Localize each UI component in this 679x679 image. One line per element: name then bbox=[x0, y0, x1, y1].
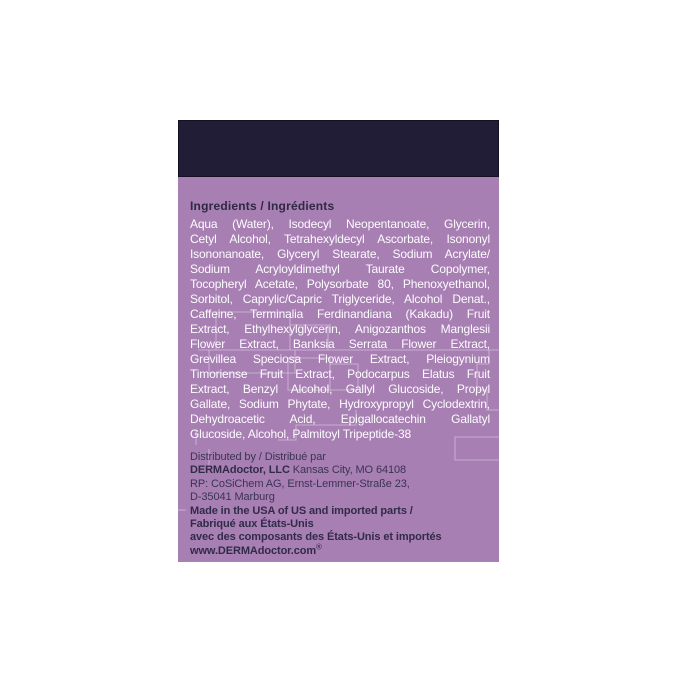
ingredients-line: Sorbitol, Caprylic/Capric Triglyceride, Alcohol Denat., bbox=[190, 292, 490, 306]
company-name: DERMAdoctor, LLC bbox=[190, 464, 290, 477]
ingredients-line: Glucoside, Alcohol, Palmitoyl Tripeptide-38 bbox=[190, 427, 411, 441]
ingredients-list bbox=[190, 217, 490, 442]
origin-statement bbox=[190, 505, 490, 559]
ingredients-title: Ingredients / Ingrédients bbox=[190, 199, 335, 213]
website-line bbox=[190, 542, 490, 558]
registered-mark: ® bbox=[316, 542, 322, 552]
distributed-by-line: Distributed by / Distribué par bbox=[190, 451, 326, 463]
ingredients-line: Sodium Acryloyldimethyl Taurate Copolymer, bbox=[190, 262, 490, 276]
made-in-line-fr1: Fabriqué aux États-Unis bbox=[190, 518, 314, 531]
distributor-info bbox=[190, 451, 490, 505]
city-line: D-35041 Marburg bbox=[190, 491, 275, 504]
ingredients-line: Isononanoate, Glyceryl Stearate, Sodium Acrylate/ bbox=[190, 247, 490, 261]
ingredients-line: Timoriense Fruit Extract, Podocarpus Elatus Fruit bbox=[190, 367, 490, 381]
ingredients-line: Dehydroacetic Acid, Epigallocatechin Gallatyl bbox=[190, 412, 490, 426]
product-label-back bbox=[178, 120, 499, 562]
rp-address-line: RP: CoSiChem AG, Ernst-Lemmer-Straße 23, bbox=[190, 477, 410, 490]
label-content bbox=[178, 177, 499, 558]
ingredients-line: Extract, Benzyl Alcohol, Gallyl Glucoside, Propyl bbox=[190, 382, 490, 396]
ingredients-line: Grevillea Speciosa Flower Extract, Pleiogynium bbox=[190, 352, 490, 366]
ingredients-line: Caffeine, Terminalia Ferdinandiana (Kakadu) Fruit bbox=[190, 307, 490, 321]
ingredients-line: Tocopheryl Acetate, Polysorbate 80, Phenoxyethanol, bbox=[190, 277, 490, 291]
ingredients-line: Flower Extract, Banksia Serrata Flower Extract, bbox=[190, 337, 490, 351]
website-url: www.DERMAdoctor.com bbox=[190, 544, 317, 557]
label-purple-panel bbox=[178, 177, 499, 562]
made-in-line-en: Made in the USA of US and imported parts / bbox=[190, 504, 413, 517]
company-address: Kansas City, MO 64108 bbox=[289, 464, 407, 477]
ingredients-line: Extract, Ethylhexylglycerin, Anigozanthos Manglesii bbox=[190, 322, 490, 336]
ingredients-line: Cetyl Alcohol, Tetrahexyldecyl Ascorbate, Isononyl bbox=[190, 232, 490, 246]
company-line bbox=[190, 464, 490, 477]
label-top-band bbox=[178, 120, 499, 177]
made-in-line-fr2: avec des composants des États-Unis et importés bbox=[190, 531, 442, 544]
ingredients-line: Aqua (Water), Isodecyl Neopentanoate, Glycerin, bbox=[190, 217, 490, 231]
ingredients-line: Gallate, Sodium Phytate, Hydroxypropyl Cyclodextrin, bbox=[190, 397, 490, 411]
